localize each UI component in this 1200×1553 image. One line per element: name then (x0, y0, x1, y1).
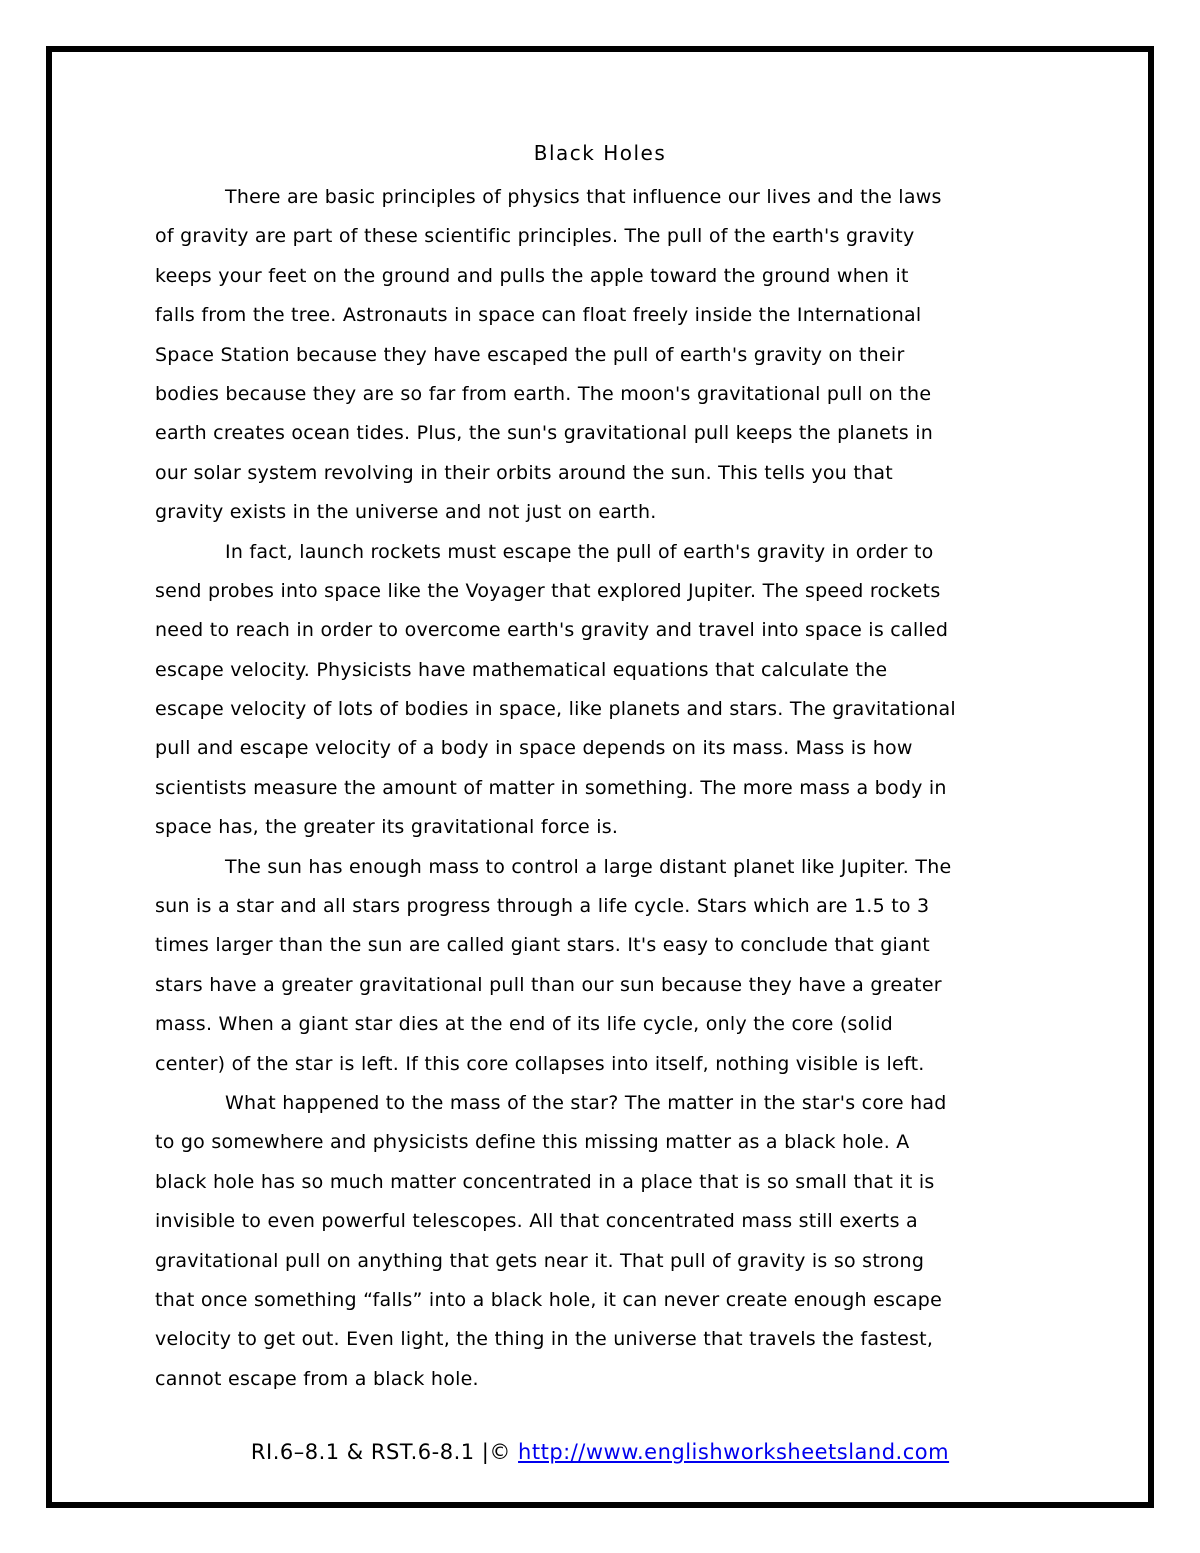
text-line: Space Station because they have escaped the pull of earth's gravity on their (155, 343, 905, 366)
text-line: keeps your feet on the ground and pulls the apple toward the ground when it (155, 264, 909, 287)
text-line: escape velocity of lots of bodies in space, like planets and stars. The gravitational (155, 698, 956, 721)
text-line: falls from the tree. Astronauts in space can float freely inside the International (155, 304, 922, 327)
document-title: Black Holes (533, 141, 667, 165)
text-line: to go somewhere and physicists define this missing matter as a black hole. A (155, 1131, 910, 1154)
text-line: space has, the greater its gravitational force is. (155, 816, 619, 839)
text-line: of gravity are part of these scientific principles. The pull of the earth's gravity (155, 225, 915, 248)
text-line: stars have a greater gravitational pull than our sun because they have a greater (155, 973, 942, 996)
text-line: cannot escape from a black hole. (155, 1367, 479, 1390)
text-line: times larger than the sun are called giant stars. It's easy to conclude that giant (155, 934, 930, 957)
text-line: gravitational pull on anything that gets near it. That pull of gravity is so strong (155, 1249, 925, 1272)
text-line: sun is a star and all stars progress through a life cycle. Stars which are 1.5 to 3 (155, 895, 930, 918)
text-line: In fact, launch rockets must escape the pull of earth's gravity in order to (225, 540, 934, 563)
text-line: black hole has so much matter concentrated in a place that is so small that it is (155, 1170, 935, 1193)
text-line: that once something “falls” into a black hole, it can never create enough escape (155, 1288, 943, 1311)
footer-link[interactable]: http://www.englishworksheetsland.com (518, 1440, 950, 1464)
text-line: What happened to the mass of the star? The matter in the star's core had (225, 1091, 947, 1114)
text-line: earth creates ocean tides. Plus, the sun's gravitational pull keeps the planets in (155, 422, 934, 445)
text-line: our solar system revolving in their orbits around the sun. This tells you that (155, 461, 893, 484)
text-line: invisible to even powerful telescopes. All that concentrated mass still exerts a (155, 1210, 918, 1233)
text-line: scientists measure the amount of matter in something. The more mass a body in (155, 776, 947, 799)
text-line: escape velocity. Physicists have mathematical equations that calculate the (155, 658, 888, 681)
text-line: pull and escape velocity of a body in space depends on its mass. Mass is how (155, 737, 913, 760)
text-line: mass. When a giant star dies at the end of its life cycle, only the core (solid (155, 1013, 893, 1036)
text-line: bodies because they are so far from earth. The moon's gravitational pull on the (155, 382, 932, 405)
footer-standards: RI.6–8.1 & RST.6-8.1 |© (250, 1440, 519, 1464)
text-line: center) of the star is left. If this core collapses into itself, nothing visible is left. (155, 1052, 925, 1075)
text-line: velocity to get out. Even light, the thing in the universe that travels the fastest, (155, 1328, 934, 1351)
footer (0, 1440, 1200, 1464)
text-line: need to reach in order to overcome earth's gravity and travel into space is called (155, 619, 949, 642)
text-line: There are basic principles of physics that influence our lives and the laws (225, 186, 942, 208)
document-body (155, 178, 1055, 1399)
text-line: send probes into space like the Voyager that explored Jupiter. The speed rockets (155, 579, 941, 602)
text-line: gravity exists in the universe and not just on earth. (155, 501, 657, 524)
text-line: The sun has enough mass to control a large distant planet like Jupiter. The (225, 855, 952, 878)
